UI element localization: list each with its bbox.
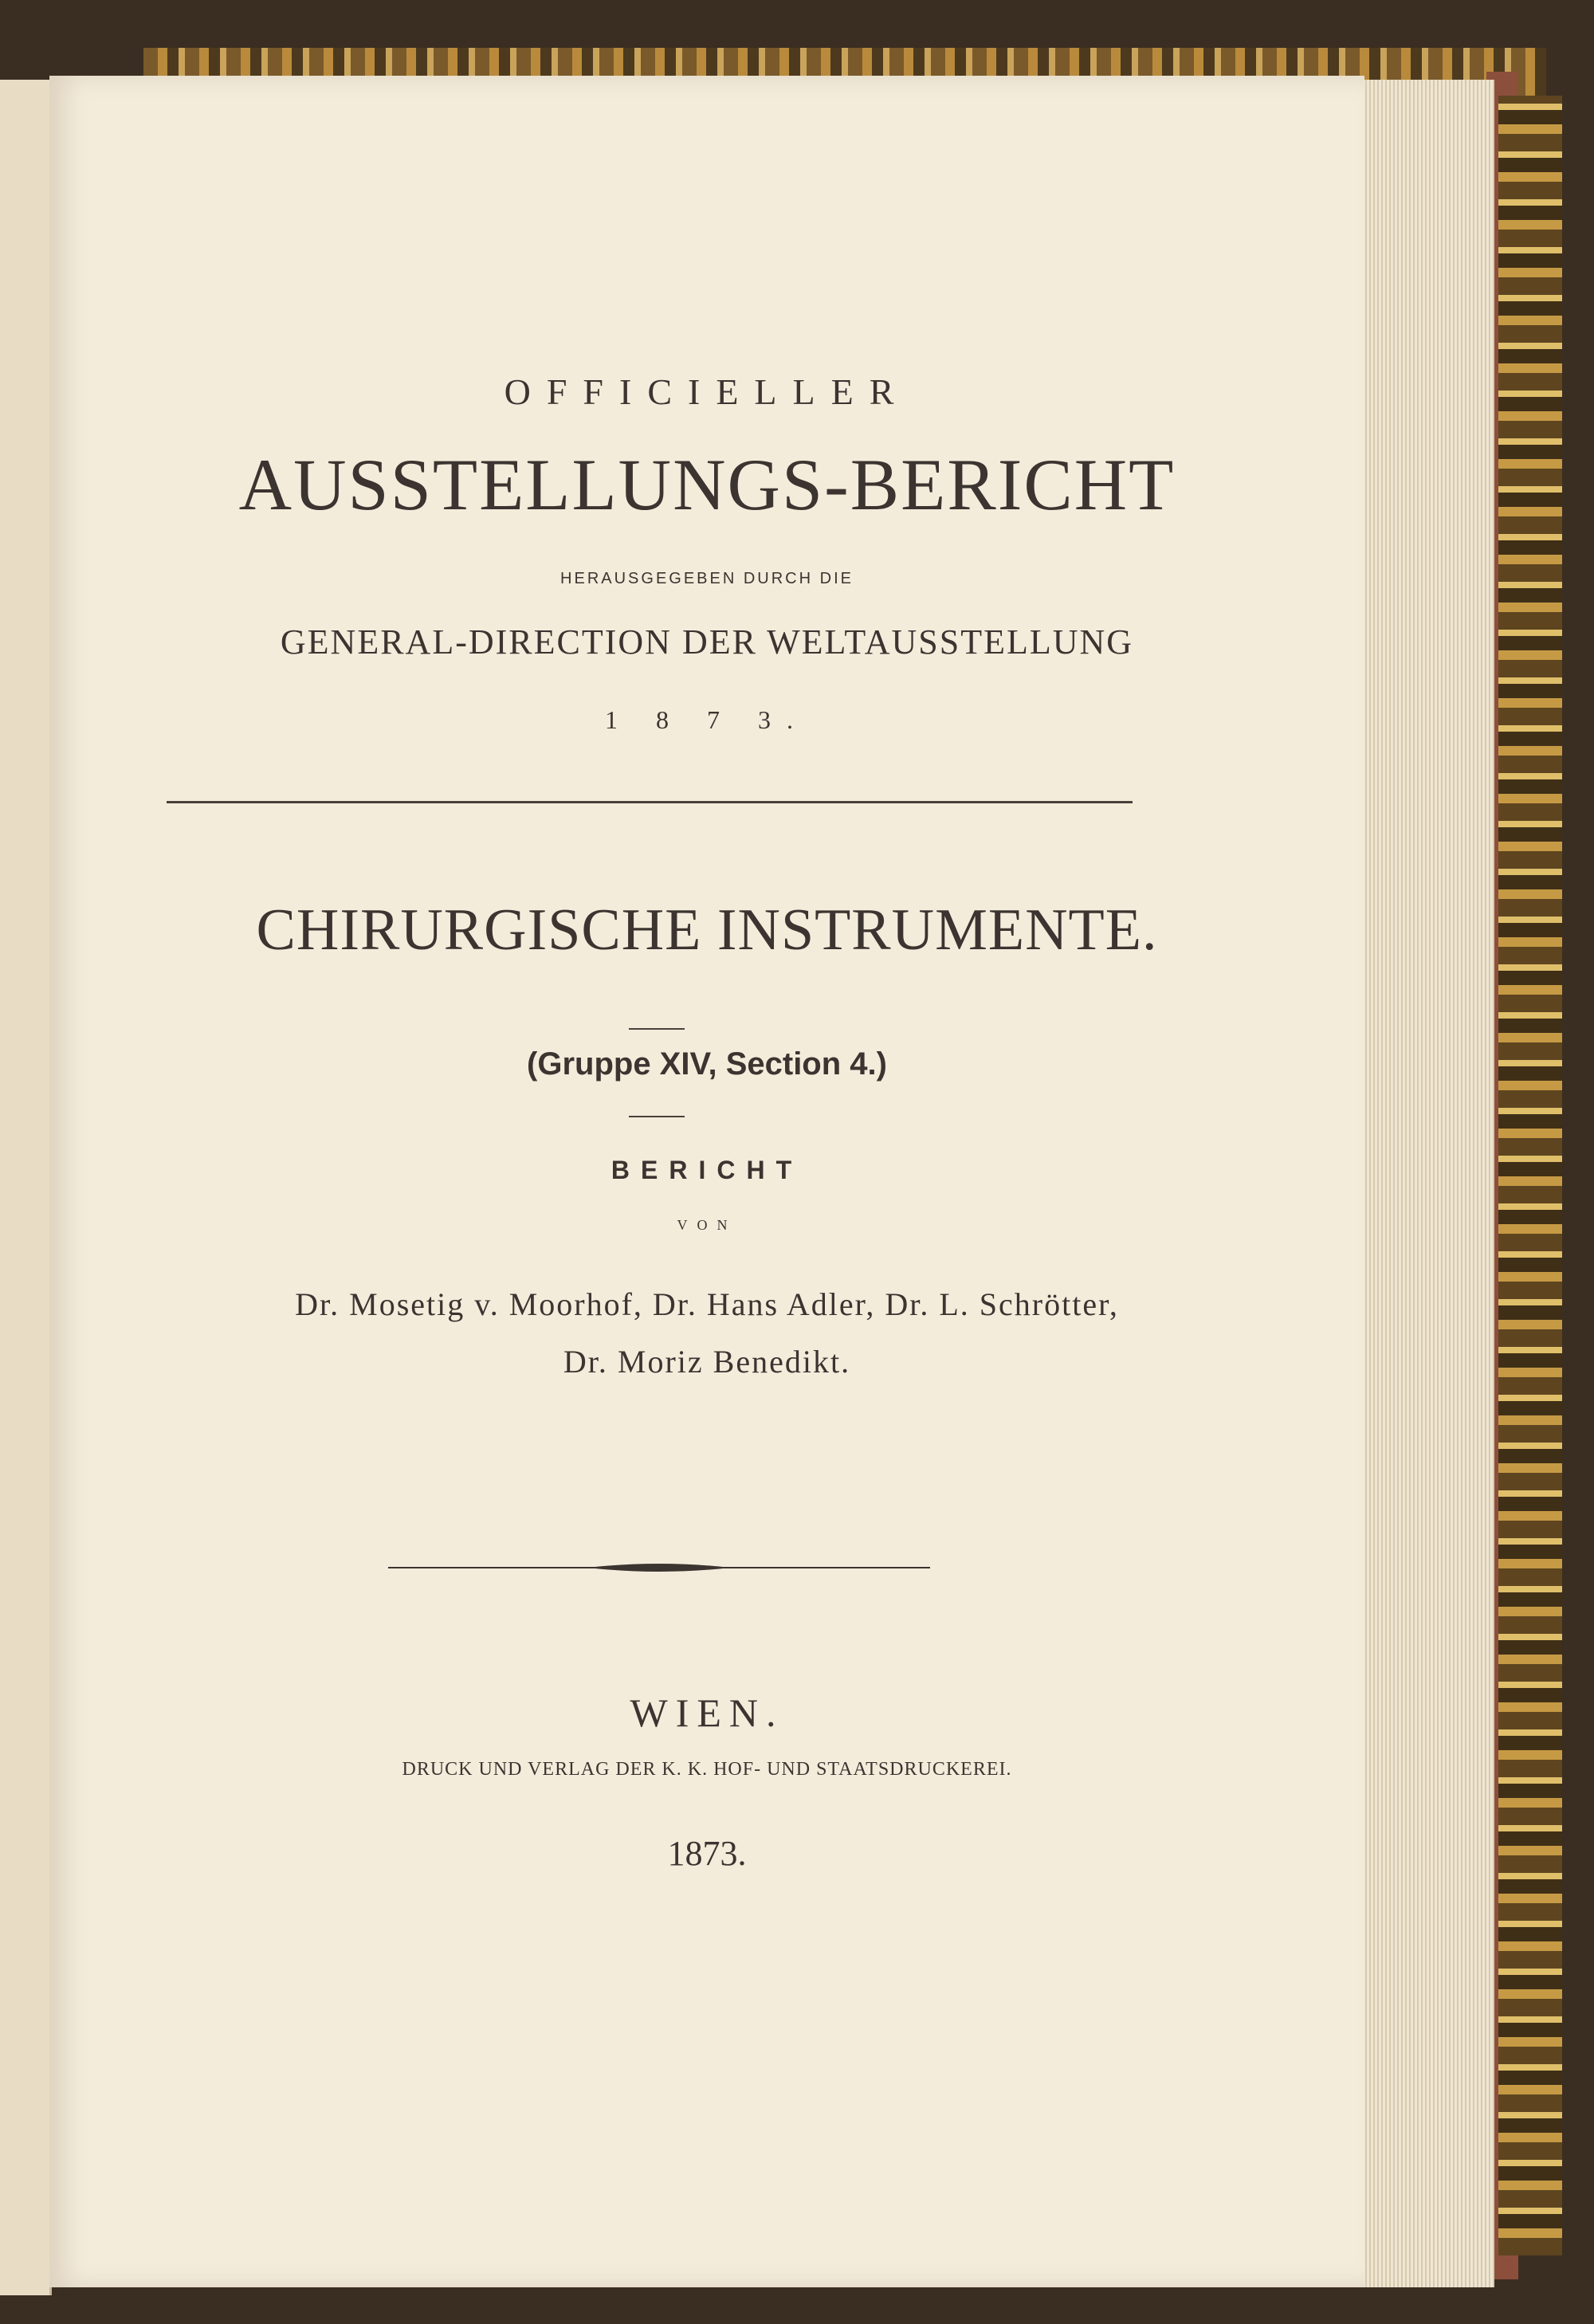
group-section: (Gruppe XIV, Section 4.): [527, 1046, 887, 1082]
authors-line-2: Dr. Moriz Benedikt.: [563, 1344, 851, 1380]
editor-name: GENERAL-DIRECTION DER WELTAUSSTELLUNG: [280, 622, 1134, 661]
ornamental-rule: [388, 1557, 930, 1579]
publisher: DRUCK UND VERLAG DER K. K. HOF- UND STAATSDRUCKEREI.: [402, 1759, 1012, 1780]
marbled-cover-edge: [1498, 96, 1562, 2255]
report-title: AUSSTELLUNGS-BERICHT: [238, 444, 1176, 525]
by-label: VON: [677, 1217, 737, 1233]
facing-page-edge: [0, 80, 52, 2295]
report-label: BERICHT: [611, 1156, 803, 1184]
publication-year: 1873.: [667, 1834, 747, 1873]
editor-note: HERAUSGEGEBEN DURCH DIE: [560, 570, 854, 587]
title-page: [49, 76, 1364, 2287]
series-line: OFFICIELLER: [504, 371, 910, 412]
short-rule-top: [629, 1028, 685, 1030]
short-rule-bottom: [629, 1116, 685, 1117]
subject-title: CHIRURGISCHE INSTRUMENTE.: [256, 897, 1158, 963]
authors-line-1: Dr. Mosetig v. Moorhof, Dr. Hans Adler, Dr. L. Schrötter,: [295, 1286, 1119, 1322]
divider-rule: [167, 801, 1133, 803]
page-stack-edges: [1359, 80, 1494, 2287]
series-year: 1 8 7 3.: [605, 705, 809, 734]
place: WIEN.: [630, 1690, 784, 1735]
